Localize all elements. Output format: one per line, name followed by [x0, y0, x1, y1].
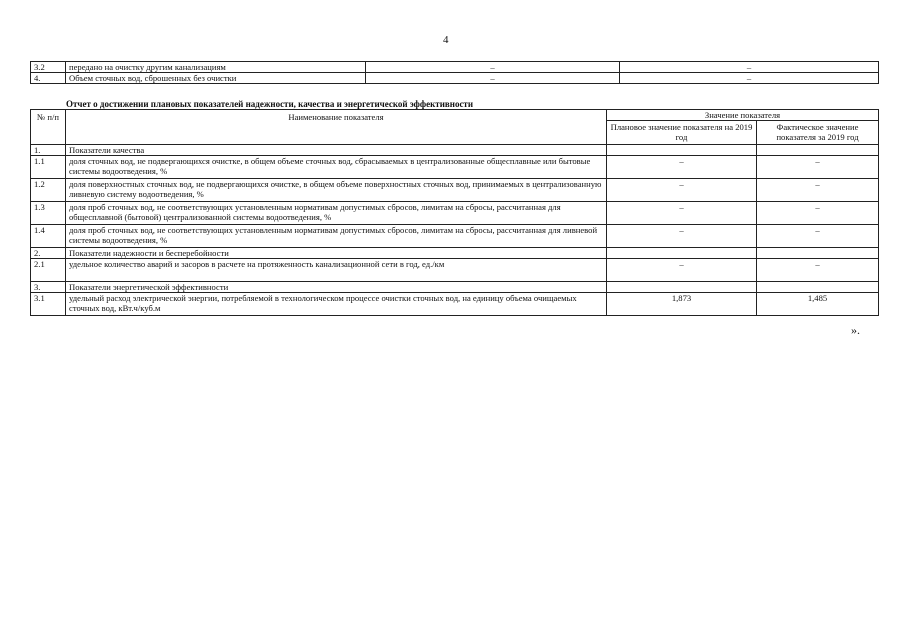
top-table — [30, 61, 879, 84]
row-num: 1. — [31, 145, 66, 156]
row-plan: – — [607, 259, 757, 282]
row-plan: – — [607, 156, 757, 179]
table-row — [31, 225, 879, 248]
row-fact: – — [757, 259, 879, 282]
row-plan: – — [366, 73, 620, 84]
row-name: доля поверхностных сточных вод, не подвергающихся очистке, в общем объеме поверхностных сточных вод, принимаемых в централизованную ливневую систему водоотведения, % — [66, 179, 607, 202]
row-name: доля проб сточных вод, не соответствующих установленным нормативам допустимых сбросов, лимитам на сбросы, рассчитанная для общесплавной (бытовой) централизованной системы водоотведения, % — [66, 202, 607, 225]
row-plan: – — [607, 179, 757, 202]
row-name: удельный расход электрической энергии, потребляемой в технологическом процессе очистки сточных вод, на единицу объема очищаемых сточных вод, кВт.ч/куб.м — [66, 293, 607, 316]
row-num: 4. — [31, 73, 66, 84]
row-num: 3.1 — [31, 293, 66, 316]
table-row — [31, 293, 879, 316]
row-name: удельное количество аварий и засоров в расчете на протяженность канализационной сети в год, ед./км — [66, 259, 607, 282]
table-row — [31, 62, 879, 73]
row-plan: 1,873 — [607, 293, 757, 316]
row-num: 1.1 — [31, 156, 66, 179]
row-name: Показатели энергетической эффективности — [66, 282, 607, 293]
row-num: 3. — [31, 282, 66, 293]
table-row — [31, 73, 879, 84]
indicators-table — [30, 109, 879, 316]
row-fact: – — [620, 73, 879, 84]
table-row — [31, 156, 879, 179]
row-name: Объем сточных вод, сброшенных без очистки — [66, 73, 366, 84]
row-num: 1.4 — [31, 225, 66, 248]
row-name: передано на очистку другим канализациям — [66, 62, 366, 73]
closing-quote: ». — [851, 323, 860, 337]
row-name: доля проб сточных вод, не соответствующих установленным нормативам допустимых сбросов, лимитам на сбросы, рассчитанная для ливневой системы водоотведения, % — [66, 225, 607, 248]
row-fact — [757, 282, 879, 293]
row-num: 2.1 — [31, 259, 66, 282]
page-number: 4 — [443, 34, 449, 46]
row-plan: – — [607, 225, 757, 248]
row-fact: – — [757, 156, 879, 179]
header-value-group: Значение показателя — [607, 110, 879, 121]
table-row — [31, 202, 879, 225]
header-fact: Фактическое значение показателя за 2019 год — [757, 121, 879, 145]
table-row — [31, 259, 879, 282]
header-num: № п/п — [31, 110, 66, 145]
row-num: 1.3 — [31, 202, 66, 225]
row-num: 1.2 — [31, 179, 66, 202]
row-num: 3.2 — [31, 62, 66, 73]
section-row — [31, 145, 879, 156]
row-fact: – — [757, 225, 879, 248]
row-plan: – — [366, 62, 620, 73]
row-name: доля сточных вод, не подвергающихся очистке, в общем объеме сточных вод, сбрасываемых в централизованные общесплавные или бытовые системы водоотведения, % — [66, 156, 607, 179]
row-num: 2. — [31, 248, 66, 259]
header-name: Наименование показателя — [66, 110, 607, 145]
section-row — [31, 248, 879, 259]
report-caption: Отчет о достижении плановых показателей надежности, качества и энергетической эффективности — [66, 99, 474, 109]
row-name: Показатели качества — [66, 145, 607, 156]
row-plan: – — [607, 202, 757, 225]
row-fact: – — [757, 179, 879, 202]
row-fact — [757, 248, 879, 259]
row-plan — [607, 282, 757, 293]
row-plan — [607, 145, 757, 156]
row-name: Показатели надежности и бесперебойности — [66, 248, 607, 259]
row-plan — [607, 248, 757, 259]
section-row — [31, 282, 879, 293]
table-row — [31, 179, 879, 202]
row-fact: – — [757, 202, 879, 225]
row-fact: 1,485 — [757, 293, 879, 316]
header-plan: Плановое значение показателя на 2019 год — [607, 121, 757, 145]
row-fact: – — [620, 62, 879, 73]
row-fact — [757, 145, 879, 156]
